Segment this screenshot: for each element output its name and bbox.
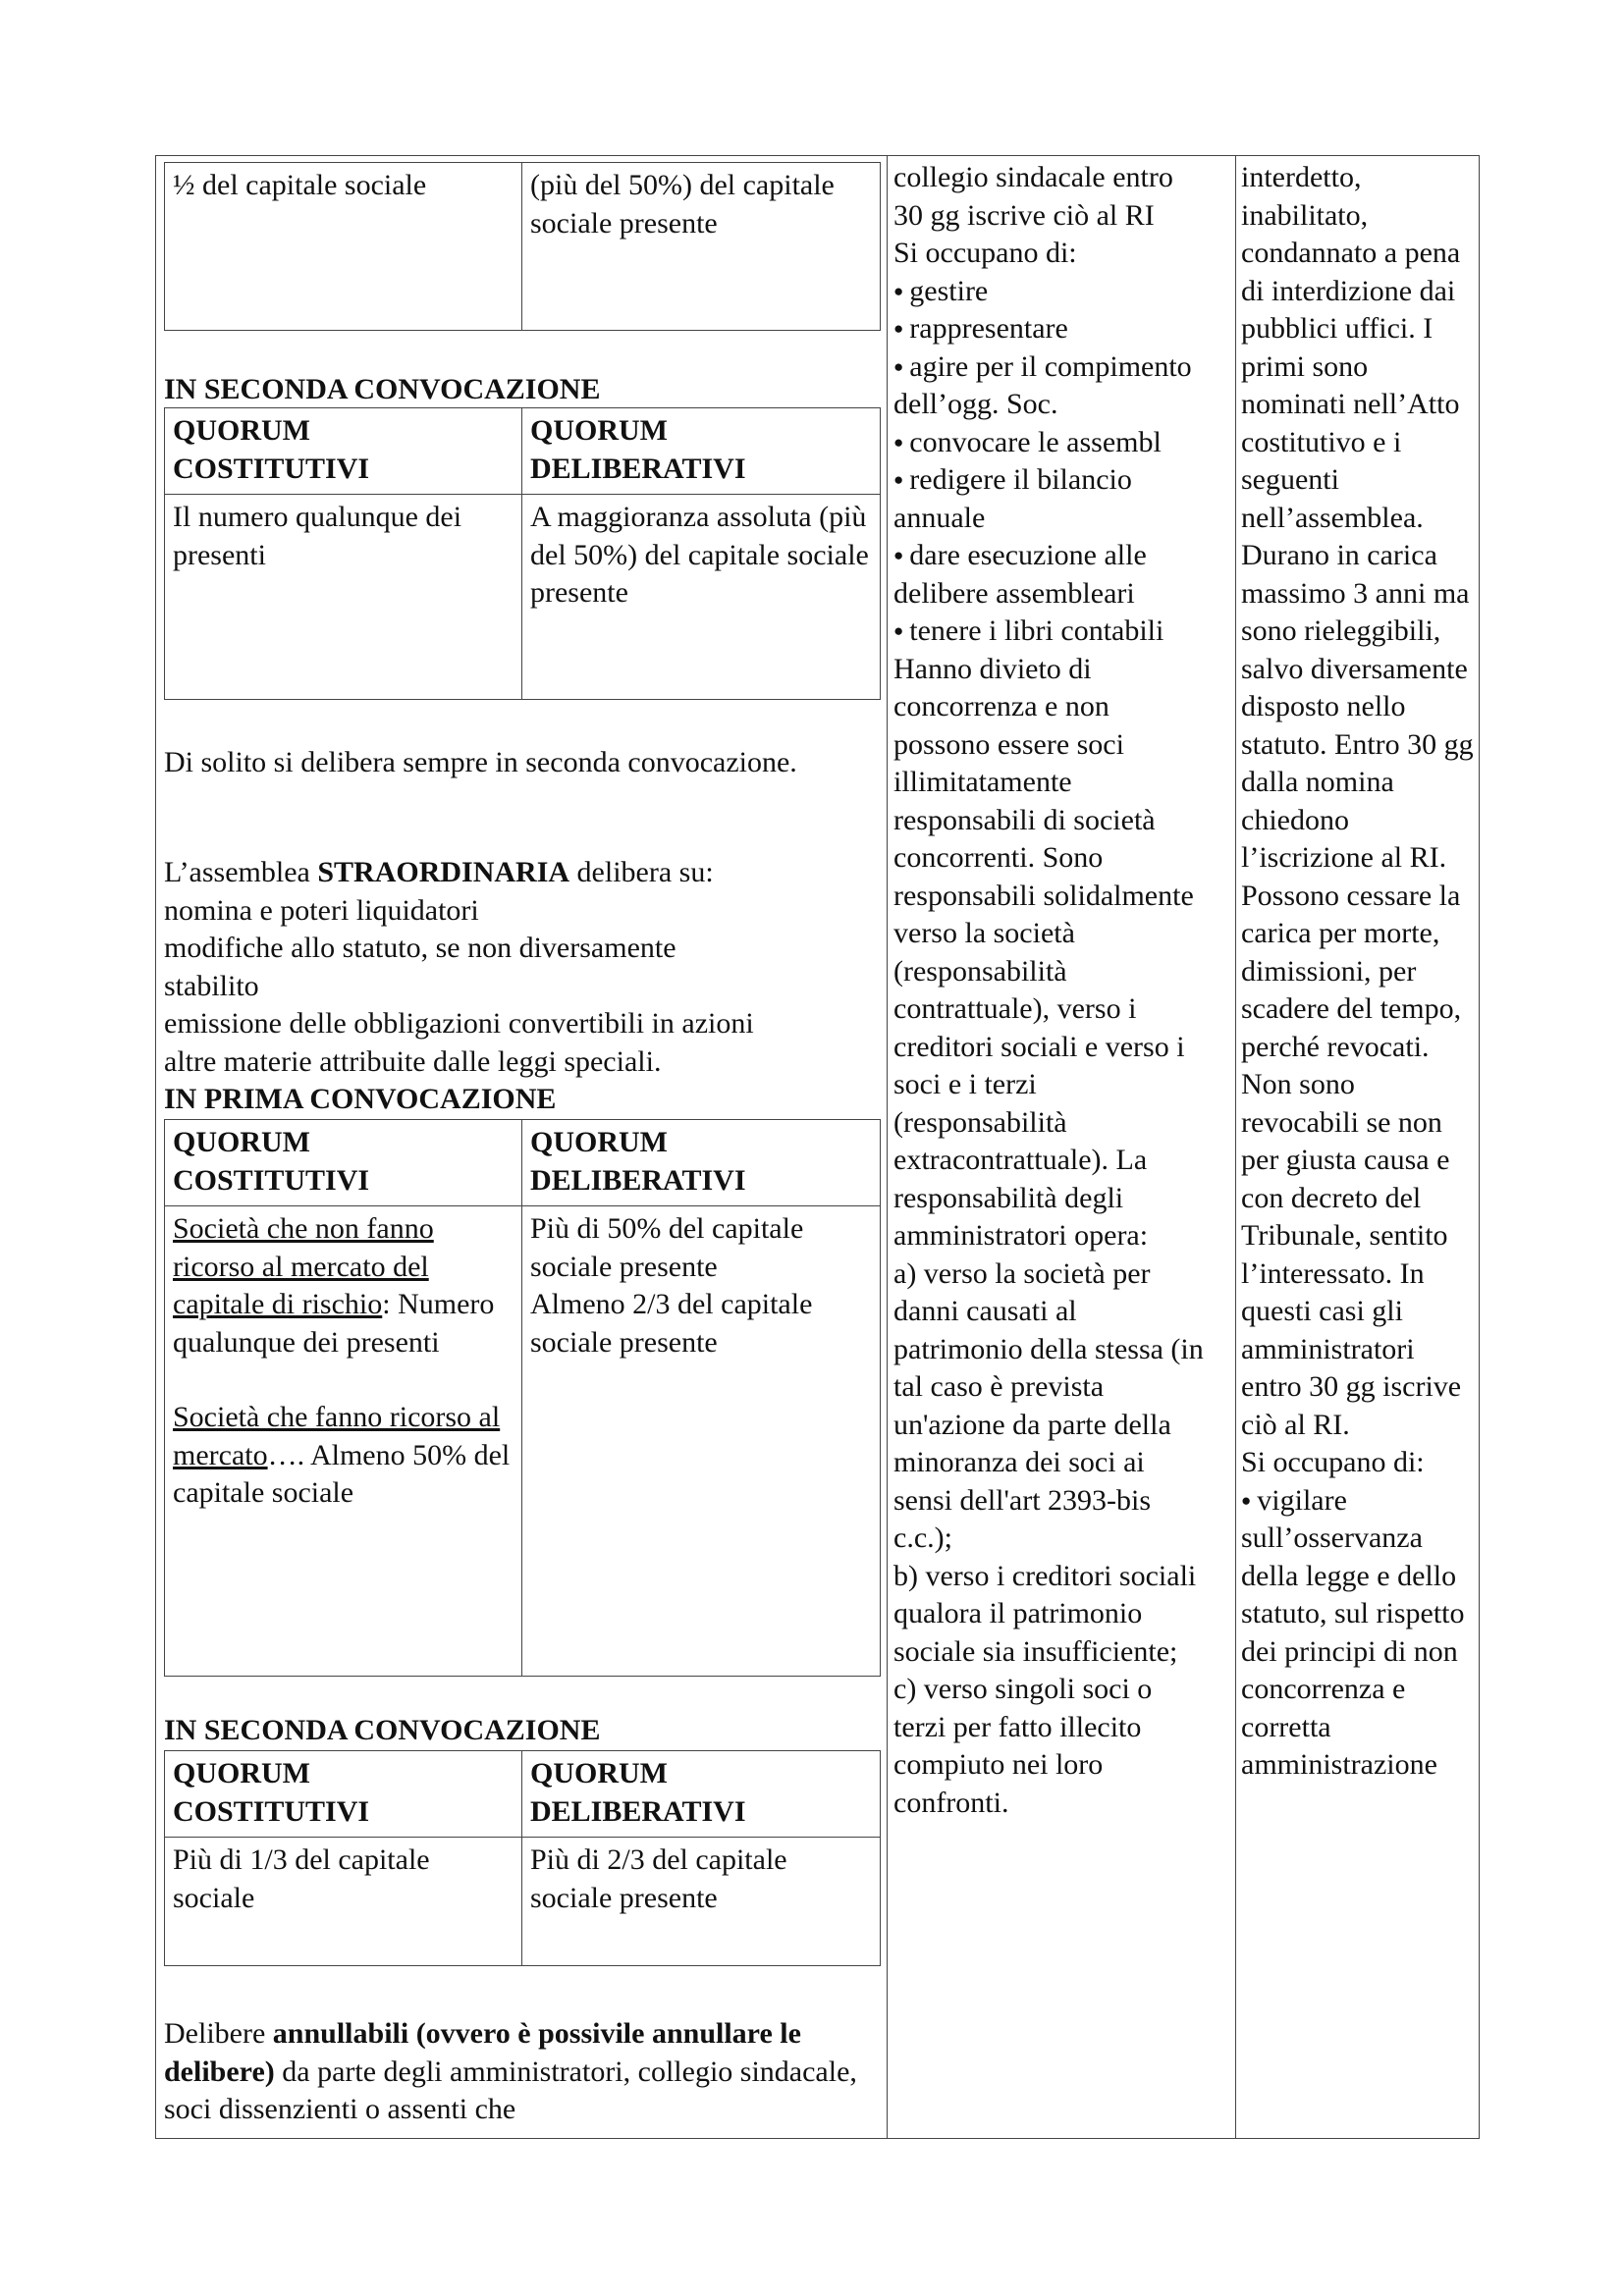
column-2 <box>893 159 1208 1822</box>
list-item: nomina e poteri liquidatori <box>164 893 479 927</box>
list-item: ● dare esecuzione alle delibere assembleari <box>893 537 1208 613</box>
list-item: ● convocare le assembl <box>893 424 1208 462</box>
text-span-bold: STRAORDINARIA <box>317 856 570 888</box>
extraordinary-second-quorum-table <box>164 1750 881 1966</box>
list-item: b) verso i creditori sociali qualora il patrimonio sociale sia insufficiente; <box>893 1559 1197 1668</box>
table-header: QUORUM DELIBERATIVI <box>530 1757 746 1828</box>
list-item: c) verso singoli soci o terzi per fatto illecito compiuto nei loro confronti. <box>893 1673 1153 1819</box>
paragraph: Hanno divieto di concorrenza e non possono essere soci illimitatamente responsabili di società concorrenti. Sono responsabili solidalmente verso la società (responsabilità contrattuale), verso i creditori sociali e verso i soci e i terzi (responsabilità extracontrattuale). La responsabilità degli amministratori opera: <box>893 652 1194 1252</box>
paragraph: Si occupano di: <box>1241 1446 1425 1478</box>
text-block: Almeno 2/3 del capitale sociale presente <box>530 1288 813 1359</box>
list-item: ● vigilare sull’osservanza della legge e dello statuto, sul rispetto dei principi di non concorrenza e corretta amministrazione <box>1241 1482 1477 1785</box>
list-item: emissione delle obbligazioni convertibili in azioni <box>164 1007 754 1040</box>
text-span: …. Almeno 50% del capitale sociale <box>173 1438 511 1509</box>
section-heading: IN SECONDA CONVOCAZIONE <box>164 1714 601 1746</box>
extraordinary-first-quorum-table <box>164 1119 881 1677</box>
text-span: delibera su: <box>569 856 714 888</box>
list-item: ● agire per il compimento dell’ogg. Soc. <box>893 348 1208 424</box>
section-heading: IN SECONDA CONVOCAZIONE <box>164 373 601 405</box>
text-block: Più di 50% del capitale sociale presente <box>530 1212 804 1283</box>
list-item: altre materie attribuite dalle leggi speciali. <box>164 1044 662 1078</box>
table-cell <box>165 1206 522 1676</box>
column-divider-2 <box>1235 155 1236 2139</box>
ordinary-first-quorum-table <box>164 162 881 331</box>
column-3 <box>1241 159 1477 1785</box>
paragraph <box>164 854 881 1081</box>
table-cell: (più del 50%) del capitale sociale presente <box>530 169 835 240</box>
text-span: L’assemblea <box>164 856 318 888</box>
list-item: modifiche allo statuto, se non diversamente stabilito <box>164 932 676 1002</box>
text-span: : Numero qualunque dei presenti <box>173 1288 495 1359</box>
text-span-bold: annullabili (ovvero è possivile annullare le delibere) <box>164 2017 801 2088</box>
paragraph: collegio sindacale entro 30 gg iscrive ciò al RI <box>893 161 1173 232</box>
text-span-underlined: Società che non fanno ricorso al mercato del capitale di rischio <box>173 1212 434 1320</box>
list-item: a) verso la società per danni causati al patrimonio della stessa (in tal caso è prevista un'azione da parte della minoranza dei soci ai sensi dell'art 2393-bis c.c.); <box>893 1256 1204 1554</box>
paragraph: Di solito si delibera sempre in seconda convocazione. <box>164 746 797 778</box>
table-cell: Il numero qualunque dei presenti <box>165 495 522 699</box>
paragraph: Si occupano di: <box>893 237 1077 269</box>
text-span: da parte degli amministratori, collegio sindacale, soci dissenzienti o assenti che <box>164 2055 857 2125</box>
list-item: ● rappresentare <box>893 310 1208 348</box>
paragraph <box>164 2015 886 2129</box>
table-cell: Più di 1/3 del capitale sociale <box>165 1838 522 1965</box>
table-cell: A maggioranza assoluta (più del 50%) del capitale sociale presente <box>530 501 869 609</box>
table-header: QUORUM DELIBERATIVI <box>530 1126 746 1197</box>
list-item: ● gestire <box>893 273 1208 311</box>
table-header: QUORUM DELIBERATIVI <box>530 414 746 485</box>
table-cell: ½ del capitale sociale <box>165 163 522 330</box>
section-heading: IN PRIMA CONVOCAZIONE <box>164 1083 557 1115</box>
table-cell: Più di 2/3 del capitale sociale presente <box>530 1843 787 1914</box>
table-header: QUORUM COSTITUTIVI <box>165 1751 522 1837</box>
text-span: Delibere <box>164 2017 273 2050</box>
ordinary-second-quorum-table <box>164 407 881 700</box>
paragraph: interdetto, inabilitato, condannato a pena di interdizione dai pubblici uffici. I primi sono nominati nell’Atto costitutivo e i seguenti nell’assemblea. Durano in carica massimo 3 anni ma sono rieleggibili, salvo diversamente disposto nello statuto. Entro 30 gg dalla nomina chiedono l’iscrizione al RI. Possono cessare la carica per morte, dimissioni, per scadere del tempo, perché revocati. Non sono revocabili se non per giusta causa e con decreto del Tribunale, sentito l’interessato. In questi casi gli amministratori entro 30 gg iscrive ciò al RI. <box>1241 161 1474 1441</box>
table-header: QUORUM COSTITUTIVI <box>165 1120 522 1205</box>
list-item: ● tenere i libri contabili <box>893 613 1208 651</box>
list-item: ● redigere il bilancio annuale <box>893 461 1208 537</box>
column-divider-1 <box>887 155 888 2139</box>
table-cell <box>522 1206 880 1676</box>
table-header: QUORUM COSTITUTIVI <box>165 408 522 494</box>
text-span-underlined: Società che fanno ricorso al mercato <box>173 1401 501 1471</box>
